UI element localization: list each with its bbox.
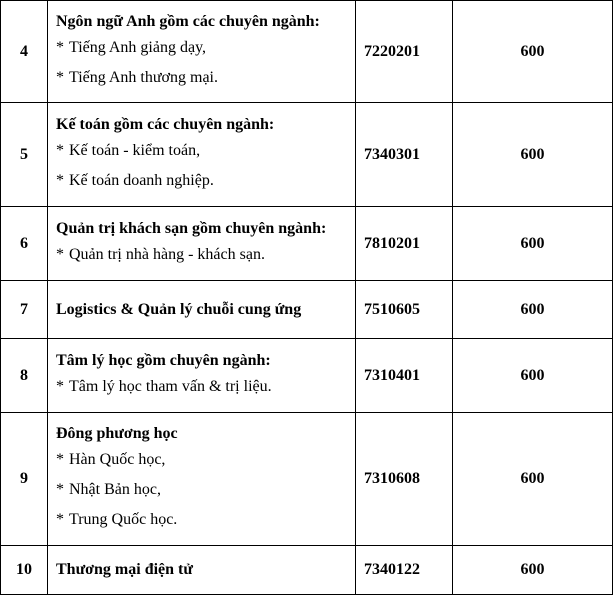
major-code: 7510605 bbox=[356, 281, 453, 339]
bullet-mark: * bbox=[56, 38, 64, 56]
specialization-label: Quản trị nhà hàng - khách sạn. bbox=[69, 245, 265, 263]
row-number: 6 bbox=[1, 207, 48, 281]
row-number: 5 bbox=[1, 103, 48, 207]
table-row bbox=[1, 546, 613, 595]
row-number: 4 bbox=[1, 1, 48, 103]
specialization-item bbox=[56, 240, 347, 270]
bullet-mark: * bbox=[56, 171, 64, 189]
specialization-label: Nhật Bản học, bbox=[69, 481, 161, 498]
major-cell bbox=[48, 281, 356, 339]
major-code: 7810201 bbox=[356, 207, 453, 281]
major-code: 7310608 bbox=[356, 413, 453, 546]
quota-value: 600 bbox=[453, 546, 613, 595]
specialization-item bbox=[56, 372, 347, 402]
row-number: 7 bbox=[1, 281, 48, 339]
major-cell bbox=[48, 339, 356, 413]
specialization-label: Tâm lý học tham vấn & trị liệu. bbox=[69, 377, 272, 395]
bullet-mark: * bbox=[56, 245, 64, 263]
table-row bbox=[1, 1, 613, 103]
specialization-item bbox=[56, 136, 347, 166]
specialization-item bbox=[56, 166, 347, 196]
major-title: Đông phương học bbox=[56, 425, 178, 442]
bullet-mark: * bbox=[56, 451, 64, 468]
specialization-item bbox=[56, 63, 347, 93]
major-cell bbox=[48, 1, 356, 103]
quota-value: 600 bbox=[453, 281, 613, 339]
major-title: Quản trị khách sạn gồm chuyên ngành: bbox=[56, 219, 327, 237]
major-code: 7310401 bbox=[356, 339, 453, 413]
specialization-label: Kế toán doanh nghiệp. bbox=[69, 171, 214, 189]
quota-value: 600 bbox=[453, 413, 613, 546]
major-cell bbox=[48, 413, 356, 546]
bullet-mark: * bbox=[56, 141, 64, 159]
major-cell bbox=[48, 207, 356, 281]
specialization-label: Trung Quốc học. bbox=[69, 511, 178, 528]
major-code: 7220201 bbox=[356, 1, 453, 103]
specialization-item bbox=[56, 505, 347, 535]
quota-value: 600 bbox=[453, 339, 613, 413]
specialization-label: Tiếng Anh giảng dạy, bbox=[69, 38, 207, 56]
major-code: 7340122 bbox=[356, 546, 453, 595]
major-cell bbox=[48, 103, 356, 207]
major-code: 7340301 bbox=[356, 103, 453, 207]
major-title: Kế toán gồm các chuyên ngành: bbox=[56, 115, 275, 133]
specialization-label: Kế toán - kiểm toán, bbox=[69, 141, 201, 159]
row-number: 8 bbox=[1, 339, 48, 413]
bullet-mark: * bbox=[56, 481, 64, 498]
quota-value: 600 bbox=[453, 207, 613, 281]
major-cell bbox=[48, 546, 356, 595]
table-row bbox=[1, 339, 613, 413]
table-row bbox=[1, 281, 613, 339]
major-title: Ngôn ngữ Anh gồm các chuyên ngành: bbox=[56, 12, 320, 30]
specialization-label: Tiếng Anh thương mại. bbox=[69, 68, 218, 86]
table-row bbox=[1, 103, 613, 207]
specialization-label: Hàn Quốc học, bbox=[69, 451, 166, 468]
quota-value: 600 bbox=[453, 103, 613, 207]
specialization-item bbox=[56, 475, 347, 505]
bullet-mark: * bbox=[56, 377, 64, 395]
specialization-item bbox=[56, 445, 347, 475]
table-row bbox=[1, 413, 613, 546]
bullet-mark: * bbox=[56, 511, 64, 528]
specialization-item bbox=[56, 33, 347, 63]
quota-value: 600 bbox=[453, 1, 613, 103]
row-number: 9 bbox=[1, 413, 48, 546]
major-title: Logistics & Quản lý chuỗi cung ứng bbox=[56, 300, 302, 318]
table-row bbox=[1, 207, 613, 281]
row-number: 10 bbox=[1, 546, 48, 595]
major-title: Thương mại điện tử bbox=[56, 561, 193, 578]
bullet-mark: * bbox=[56, 68, 64, 86]
major-title: Tâm lý học gồm chuyên ngành: bbox=[56, 351, 271, 369]
